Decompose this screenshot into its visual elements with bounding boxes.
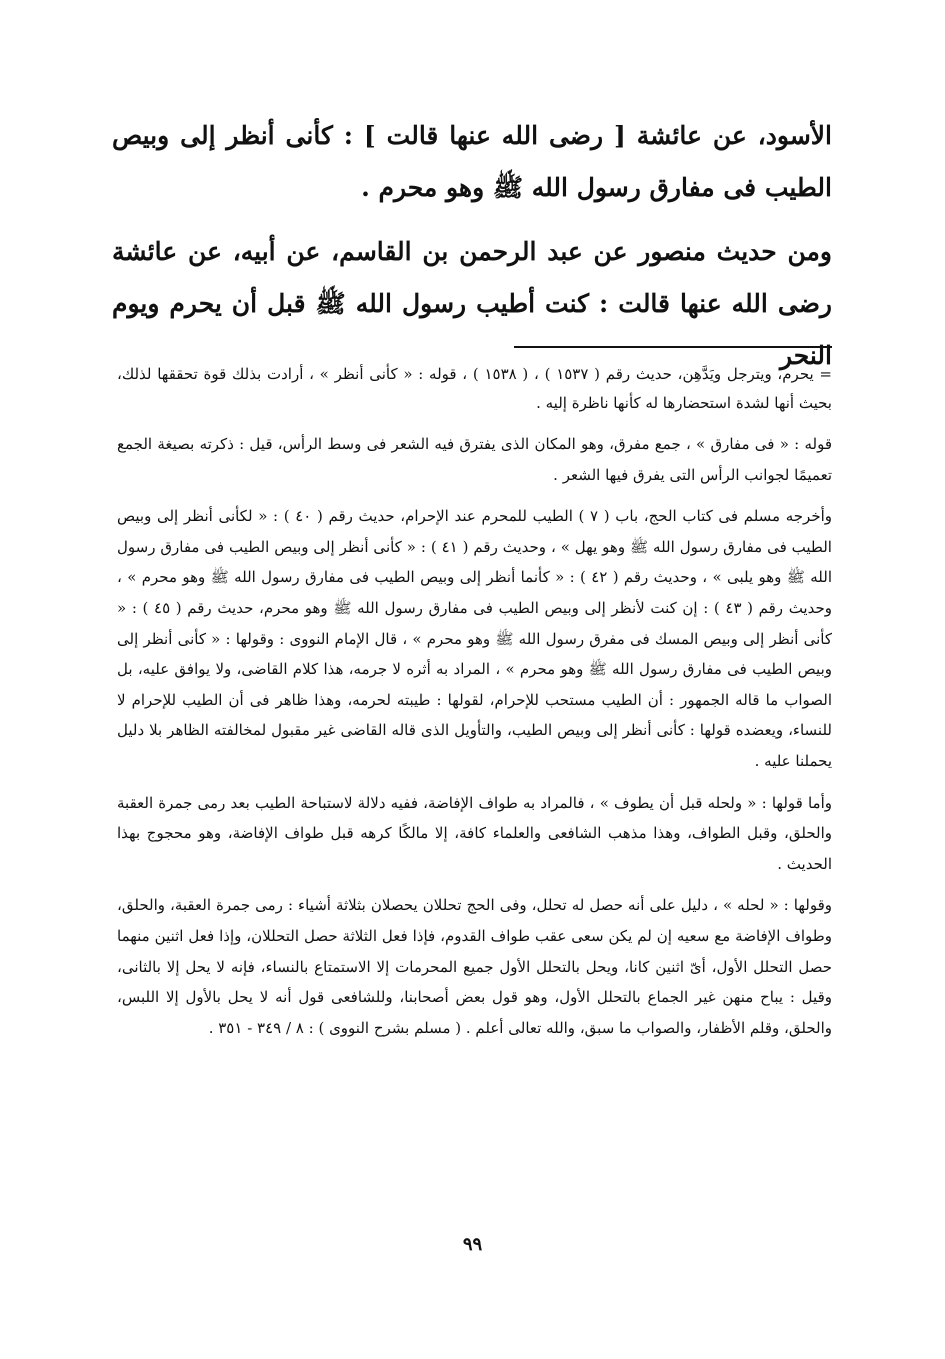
- main-text: [112, 110, 832, 382]
- main-paragraph-2: ومن حديث منصور عن عبد الرحمن بن القاسم، عن أبيه، عن عائشة رضى الله عنها قالت : كنت أطيب رسول الله ﷺ قبل أن يحرم ويوم النحر: [112, 237, 832, 370]
- footnote-5: وقولها : « لحله » ، دليل على أنه حصل له تحلل، وفى الحج تحللان يحصلان بثلاثة أشياء : رمى جمرة العقبة، والحلق، وطواف الإفاضة مع سعيه إن لم يكن سعى عقب طواف القدوم، فإذا فعل الثلاثة حصل التحللان، وإذا فعل اثنين منهما حصل التحلل الأول، أىّ اثنين كانا، ويحل بالتحلل الأول جميع المحرمات إلا الاستمتاع بالنساء، فإنه لا يحل إلا بالثانى، وقيل : يباح منهن غير الجماع بالتحلل الأول، وهو قول بعض أصحابنا، وللشافعى قول أنه لا يحل بالأول إلا اللبس، والحلق، وقلم الأظفار، والصواب ما سبق، والله تعالى أعلم . ( مسلم بشرح النووى ) : ٨ / ٣٤٩ - ٣٥١ .: [117, 896, 832, 1037]
- footnote-2: قوله : « فى مفارق » ، جمع مفرق، وهو المكان الذى يفترق فيه الشعر فى وسط الرأس، قيل : ذكرته بصيغة الجمع تعميمًا لجوانب الرأس التى يفرق فيها الشعر .: [117, 435, 832, 484]
- footnote-separator: [514, 346, 832, 348]
- footnote-3: وأخرجه مسلم فى كتاب الحج، باب ( ٧ ) الطيب للمحرم عند الإحرام، حديث رقم ( ٤٠ ) : « لكأنى أنظر إلى وبيص الطيب فى مفارق رسول الله ﷺ وهو يهل » ، وحديث رقم ( ٤١ ) : « كأنى أنظر إلى وبيص الطيب فى مفارق رسول الله ﷺ وهو يلبى » ، وحديث رقم ( ٤٢ ) : « كأنما أنظر إلى وبيص الطيب فى مفارق رسول الله ﷺ وهو محرم » ، وحديث رقم ( ٤٣ ) : إن كنت لأنظر إلى وبيص الطيب فى مفارق رسول الله ﷺ وهو محرم، حديث رقم ( ٤٥ ) : « كأنى أنظر إلى وبيص المسك فى مفرق رسول الله ﷺ وهو محرم » ، قال الإمام النووى : وقولها : « كأنى أنظر إلى وبيص الطيب فى مفارق رسول الله ﷺ وهو محرم » ، المراد به أثره لا جرمه، هذا كلام القاضى، ولا يوافق عليه، بل الصواب ما قاله الجمهور : أن الطيب مستحب للإحرام، لقولها : طيبته لحرمه، وهذا ظاهر فى أن الطيب للإحرام لا للنساء، ويعضده قولها : كأنى أنظر إلى وبيص الطيب، والتأويل الذى قاله القاضى غير مقبول لمخالفته الظاهر بلا دليل يحملنا عليه .: [117, 507, 833, 770]
- footnote-4: وأما قولها : « ولحله قبل أن يطوف » ، فالمراد به طواف الإفاضة، ففيه دلالة لاستباحة الطيب بعد رمى جمرة العقبة والحلق، وقبل الطواف، وهذا مذهب الشافعى والعلماء كافة، إلا مالكًا كرهه قبل طواف الإفاضة، وهو محجوج بهذا الحديث .: [117, 793, 832, 873]
- page-number: ٩٩: [462, 1234, 483, 1255]
- main-paragraph-1: الأسود، عن عائشة [ رضى الله عنها قالت ] : كأنى أنظر إلى وبيص الطيب فى مفارق رسول الله ﷺ وهو محرم .: [112, 121, 832, 202]
- footnote-1: = يحرم، ويترجل ويَدَّهِن، حديث رقم ( ١٥٣٧ ) ، ( ١٥٣٨ ) ، قوله : « كأنى أنظر » ، أرادت بذلك قوة تحققها لذلك، بحيث أنها لشدة استحضارها له كأنها ناظرة إليه .: [117, 365, 832, 412]
- footnotes: [117, 360, 832, 1043]
